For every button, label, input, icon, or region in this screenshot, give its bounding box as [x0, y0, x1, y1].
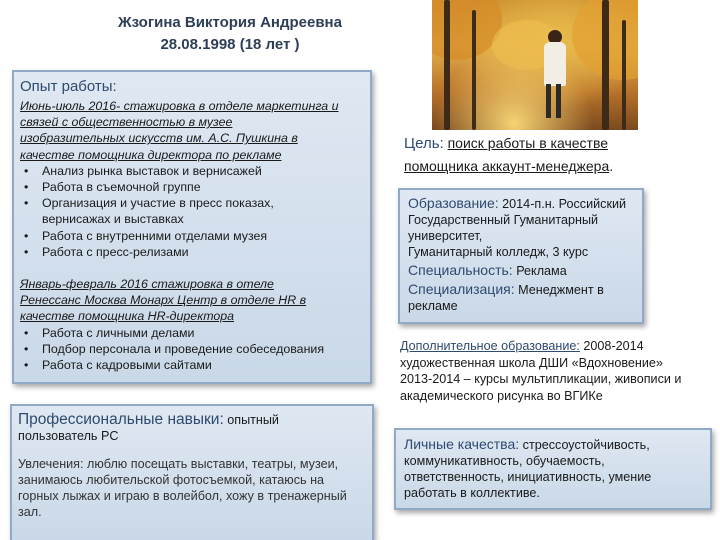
- list-item: • Работа с внутренними отделами музея: [42, 228, 366, 244]
- education-label: Образование:: [408, 195, 499, 211]
- education-line: Государственный Гуманитарный: [408, 213, 599, 227]
- job-1: [20, 98, 366, 163]
- goal-text-1: поиск работы в качестве: [447, 135, 609, 151]
- list-item: • Работа с пресс-релизами: [42, 244, 366, 260]
- education-line: 2014-п.н. Российский: [502, 197, 627, 211]
- additional-line: 2013-2014 – курсы мультипликации, живописи и: [400, 372, 682, 386]
- additional-label: Дополнительное образование:: [400, 339, 580, 353]
- job-2-line: качестве помощника HR-директора: [20, 309, 235, 324]
- skills-section: [10, 404, 374, 540]
- job-2-line: Ренессанс Москва Монарх Центр в отделе HR в: [20, 293, 307, 308]
- goal-text-2: помощника аккаунт-менеджера: [404, 158, 610, 174]
- list-item: • Работа с личными делами: [42, 325, 366, 341]
- skills-text: опытный: [227, 413, 279, 427]
- personal-line: работать в коллективе.: [404, 486, 540, 500]
- education-line: Гуманитарный колледж, 3 курс: [408, 245, 589, 259]
- education-line: университет,: [408, 229, 483, 243]
- list-item: • Работа с кадровыми сайтами: [42, 357, 366, 373]
- birth-date: 28.08.1998 (18 лет ): [160, 36, 300, 53]
- personal-line: коммуникативность, обучаемость,: [404, 454, 605, 468]
- job-1-line: связей с общественностью в музее: [20, 115, 233, 130]
- job-2-duties: [20, 325, 366, 374]
- additional-education: [400, 338, 718, 404]
- goal-section: [404, 132, 714, 178]
- experience-section: [12, 70, 372, 384]
- job-1-duties: [20, 163, 366, 260]
- hobbies: [18, 456, 348, 520]
- specialty-value: Реклама: [516, 264, 567, 278]
- additional-line: художественная школа ДШИ «Вдохновение»: [400, 355, 663, 370]
- resume-header: [60, 12, 400, 56]
- job-1-line: изобразительных искусств им. А.С. Пушкина в: [20, 131, 298, 146]
- personal-label: Личные качества:: [404, 436, 520, 452]
- hobbies-label: Увлечения:: [18, 457, 84, 471]
- specialty-label: Специальность:: [408, 262, 513, 278]
- goal-label: Цель:: [404, 135, 444, 152]
- personal-line: ответственность, инициативность, умение: [404, 470, 652, 484]
- job-1-line: Июнь-июль 2016- стажировка в отделе маркетинга и: [20, 99, 339, 113]
- list-item: • Работа в съемочной группе: [42, 179, 366, 195]
- job-2: [20, 276, 366, 325]
- personal-qualities-section: [394, 428, 712, 510]
- job-2-line: Январь-февраль 2016 стажировка в отеле: [20, 277, 274, 292]
- specialization-value: Менеджмент в: [518, 283, 604, 297]
- list-item: • Подбор персонала и проведение собеседования: [42, 341, 366, 357]
- personal-line: стрессоустойчивость,: [522, 438, 650, 452]
- education-section: [398, 188, 644, 324]
- additional-years: 2008-2014: [583, 339, 644, 353]
- person-name: Жзогина Виктория Андреевна: [118, 14, 342, 31]
- profile-photo: [432, 0, 638, 130]
- skills-heading: [18, 412, 366, 428]
- experience-title: Опыт работы:: [20, 78, 117, 95]
- list-item: • Организация и участие в пресс показах, вернисажах и выставках: [42, 195, 366, 227]
- additional-line: академического рисунка во ВГИКе: [400, 388, 603, 403]
- skills-title: Профессиональные навыки:: [18, 411, 224, 428]
- hobbies-text: люблю посещать выставки, театры, музеи, занимаюсь любительской фотосъемкой, катаюсь на горных лыжах и играю в волейбол, хожу в тренажерный зал.: [18, 457, 347, 519]
- list-item: • Анализ рынка выставок и вернисажей: [42, 163, 366, 179]
- job-1-line: качестве помощника директора по рекламе: [20, 147, 282, 162]
- skills-text-2: пользователь PC: [18, 429, 119, 443]
- goal-end: .: [609, 158, 614, 174]
- specialization-label: Специализация:: [408, 281, 515, 297]
- specialization-value-2: рекламе: [408, 299, 458, 313]
